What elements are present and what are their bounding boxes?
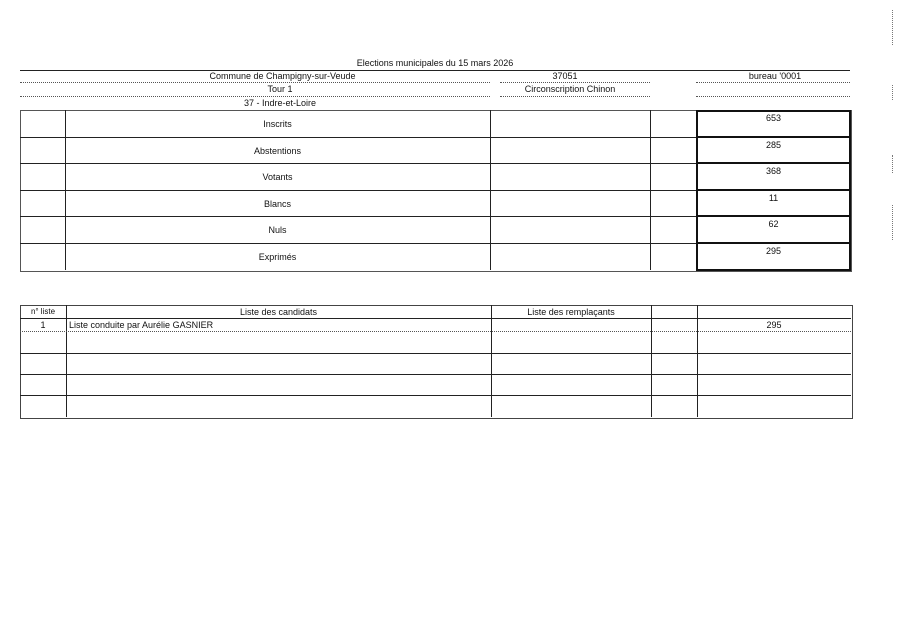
lists-header-candidats: Liste des candidats bbox=[239, 307, 318, 317]
header-dotted-rule bbox=[696, 82, 850, 83]
stat-label-votants: Votants bbox=[262, 172, 293, 182]
lists-col-divider bbox=[491, 305, 492, 417]
stat-value-blancs: 11 bbox=[768, 193, 779, 203]
lists-header-num: n° liste bbox=[30, 307, 56, 316]
stat-label-inscrits: Inscrits bbox=[263, 119, 292, 129]
tour-label: Tour 1 bbox=[267, 84, 293, 94]
stat-value-nuls: 62 bbox=[768, 219, 779, 229]
stat-label-nuls: Nuls bbox=[268, 225, 287, 235]
stats-row-divider bbox=[20, 163, 696, 164]
stats-row-divider bbox=[20, 243, 696, 244]
scan-edge-mark bbox=[892, 155, 893, 173]
lists-row-divider bbox=[20, 318, 851, 319]
stat-value-exprimes: 295 bbox=[765, 246, 782, 256]
lists-row-divider bbox=[20, 353, 851, 354]
lists-row-divider bbox=[20, 395, 851, 396]
stat-label-abstentions: Abstentions bbox=[253, 146, 302, 156]
stat-label-blancs: Blancs bbox=[263, 199, 291, 209]
departement-label: 37 - Indre-et-Loire bbox=[243, 98, 317, 108]
stat-value-votants: 368 bbox=[765, 166, 782, 176]
stats-row-divider bbox=[20, 216, 696, 217]
stat-value-inscrits: 653 bbox=[765, 113, 782, 123]
bureau-label: bureau '0001 bbox=[748, 71, 802, 81]
header-dotted-rule bbox=[20, 96, 490, 97]
stats-row-divider bbox=[20, 137, 696, 138]
list-row-name: Liste conduite par Aurélie GASNIER bbox=[69, 320, 214, 330]
header-dotted-rule bbox=[696, 96, 850, 97]
list-row-num: 1 bbox=[40, 320, 46, 330]
header-dotted-rule bbox=[500, 96, 650, 97]
circonscription-label: Circonscription Chinon bbox=[524, 84, 616, 94]
scan-edge-mark bbox=[892, 85, 893, 100]
lists-header-remplacants: Liste des remplaçants bbox=[527, 307, 615, 317]
header-dotted-rule bbox=[500, 82, 650, 83]
lists-col-divider bbox=[651, 305, 652, 417]
stat-value-abstentions: 285 bbox=[765, 140, 782, 150]
lists-row-divider bbox=[20, 374, 851, 375]
header-dotted-rule bbox=[20, 82, 490, 83]
scan-edge-mark bbox=[892, 10, 893, 45]
lists-row-divider bbox=[20, 331, 851, 332]
commune-code: 37051 bbox=[552, 71, 578, 81]
list-row-votes: 295 bbox=[766, 320, 782, 330]
stat-label-exprimes: Exprimés bbox=[258, 252, 297, 262]
scan-edge-mark bbox=[892, 205, 893, 240]
stats-row-divider bbox=[20, 190, 696, 191]
commune-label: Commune de Champigny-sur-Veude bbox=[209, 71, 356, 81]
lists-col-divider bbox=[66, 305, 67, 417]
document-title: Elections municipales du 15 mars 2026 bbox=[356, 58, 514, 68]
